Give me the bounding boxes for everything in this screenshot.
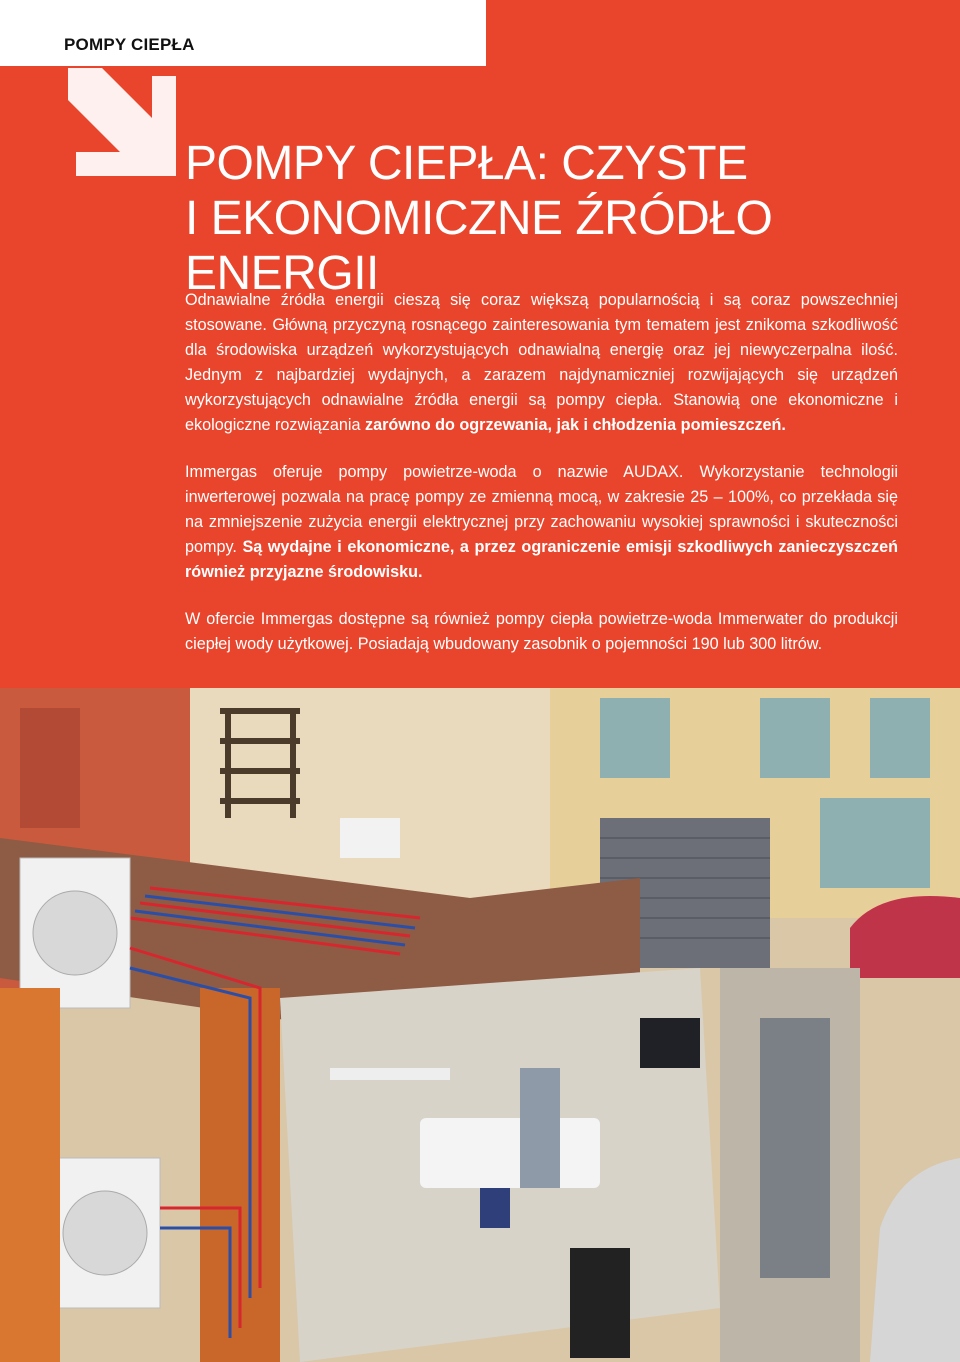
- paragraph-2-text: Immergas oferuje pompy powietrze-woda o nazwie AUDAX. Wykorzystanie technologii inwerterowej pozwala na pracę pompy ze zmienną mocą, w zakresie 25 – 100%, co przekłada się na zmniejszenie zużycia energii elektrycznej przy zachowaniu wysokiej sprawności i skuteczności pompy.: [185, 463, 898, 556]
- body-text: [185, 288, 898, 679]
- title-line-3: ENERGII: [185, 247, 379, 300]
- paragraph-1-text: Odnawialne źródła energii cieszą się coraz większą popularnością i są coraz powszechniej stosowane. Główną przyczyną rosnącego zainteresowania tym tematem jest znikoma szkodliwość dla środowiska urządzeń wykorzystujących odnawialną energię oraz jej niewyczerpalna ilość. Jednym z najbardziej wydajnych, a zarazem najdynamiczniej rozwijających się urządzeń wykorzystujących odnawialne źródła energii są pompy ciepła. Stanowią one ekonomiczne i ekologiczne rozwiązania: [185, 291, 898, 434]
- title-line-1: POMPY CIEPŁA: CZYSTE: [185, 137, 748, 190]
- paragraph-2-bold: Są wydajne i ekonomiczne, a przez ograniczenie emisji szkodliwych zanieczyszczeń również przyjazne środowisku.: [185, 538, 898, 581]
- arrow-down-right-icon: [68, 68, 178, 178]
- house-cutaway-illustration: [0, 688, 960, 1362]
- paragraph-2: [185, 460, 898, 585]
- title-line-2: I EKONOMICZNE ŹRÓDŁO: [185, 192, 773, 245]
- paragraph-1-bold: zarówno do ogrzewania, jak i chłodzenia pomieszczeń.: [364, 416, 786, 434]
- paragraph-1: [185, 288, 898, 438]
- paragraph-3: [185, 607, 898, 657]
- house-illustration-svg: [0, 688, 960, 1362]
- header-band: [0, 0, 486, 66]
- page-title: [185, 136, 925, 301]
- paragraph-3-text: W ofercie Immergas dostępne są również pompy ciepła powietrze-woda Immerwater do produkcji ciepłej wody użytkowej. Posiadają wbudowany zasobnik o pojemności 190 lub 300 litrów.: [185, 610, 898, 653]
- section-label: POMPY CIEPŁA: [64, 35, 195, 54]
